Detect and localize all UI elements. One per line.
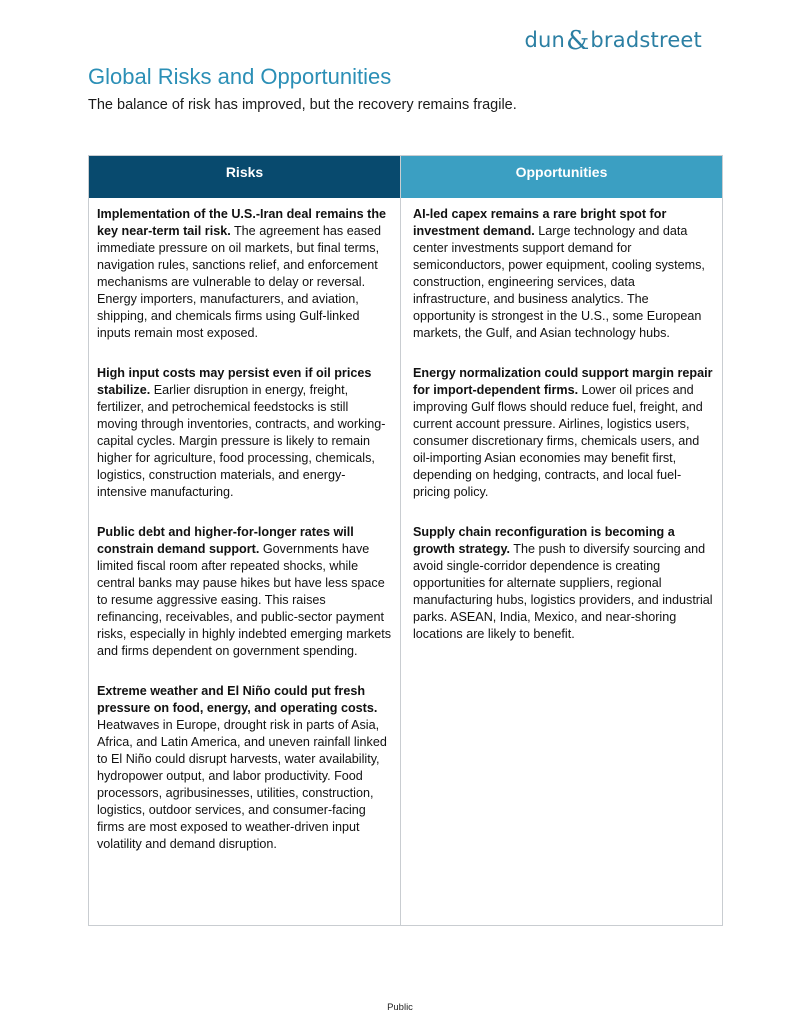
risk-item-body: Earlier disruption in energy, freight, fertilizer, and petrochemical feedstocks is still moving through inventories, contracts, and working-capital cycles. Margin pressure is likely to remain higher for agriculture, food processing, chemicals, logistics, construction materials, and energy-intensive manufacturing.: [97, 383, 386, 499]
risk-item: [97, 365, 391, 501]
risks-column-header: Risks: [89, 156, 400, 198]
opportunity-item: [413, 524, 713, 643]
opportunities-column-header: Opportunities: [400, 156, 722, 198]
opportunity-item-lead: Energy normalization could support margin repair for import-dependent firms.: [413, 366, 713, 397]
footer-classification: Public: [387, 1002, 413, 1013]
risk-item-body: Heatwaves in Europe, drought risk in parts of Asia, Africa, and Latin America, and uneven rainfall linked to El Niño could disrupt harvests, water availability, hydropower output, and labor productivity. Food processors, agribusinesses, utilities, construction, logistics, outdoor services, and consumer-facing firms are most exposed to weather-driven input volatility and demand disruption.: [97, 718, 387, 851]
opportunity-item-body: Large technology and data center investments support demand for semiconductors, power equipment, cooling systems, construction, engineering services, data infrastructure, and business analytics. The opportunity is strongest in the U.S., some European markets, the Gulf, and Asian technology hubs.: [413, 224, 705, 340]
risk-item-lead: Public debt and higher-for-longer rates will constrain demand support.: [97, 525, 354, 556]
risk-item: [97, 206, 391, 342]
risks-opportunities-table: [88, 155, 723, 926]
opportunity-item-lead: Supply chain reconfiguration is becoming a growth strategy.: [413, 525, 675, 556]
risk-item-lead: Implementation of the U.S.-Iran deal remains the key near-term tail risk.: [97, 207, 387, 238]
page-title: Global Risks and Opportunities: [88, 64, 392, 89]
opportunity-item: [413, 365, 713, 501]
logo-text-dun: dun: [524, 28, 566, 52]
risk-item: [97, 524, 391, 660]
logo-ampersand: &: [566, 26, 590, 56]
risk-item-body: Governments have limited fiscal room after repeated shocks, while central banks may pause hikes but have less space to resume aggressive easing. This raises refinancing, receivables, and public-sector payment risks, especially in highly indebted emerging markets and firms dependent on government spending.: [97, 542, 391, 658]
page-subtitle: The balance of risk has improved, but the recovery remains fragile.: [88, 97, 517, 113]
opportunity-item: [413, 206, 713, 342]
risk-item-lead: High input costs may persist even if oil prices stabilize.: [97, 366, 372, 397]
opportunity-item-body: The push to diversify sourcing and avoid single-corridor dependence is creating opportunities for alternate suppliers, regional manufacturing hubs, logistics providers, and industrial parks. ASEAN, India, Mexico, and near-shoring locations are likely to benefit.: [413, 542, 713, 641]
risk-item-lead: Extreme weather and El Niño could put fresh pressure on food, energy, and operating costs.: [97, 684, 378, 715]
opportunities-column: [400, 198, 722, 925]
risk-item-body: The agreement has eased immediate pressure on oil markets, but final terms, navigation rules, sanctions relief, and enforcement mechanisms are vulnerable to delay or reversal. Energy importers, manufacturers, and aviation, shipping, and chemicals firms using Gulf-linked inputs remain most exposed.: [97, 224, 382, 340]
company-logo: [525, 26, 703, 56]
risk-item: [97, 683, 391, 853]
logo-text-bradstreet: bradstreet: [590, 28, 702, 52]
opportunity-item-body: Lower oil prices and improving Gulf flows should reduce fuel, freight, and current account pressure. Airlines, logistics users, consumer discretionary firms, chemicals users, and oil-importing Asian economies may benefit first, depending on hedging, contracts, and local fuel-pricing policy.: [413, 383, 703, 499]
risks-column: [89, 198, 400, 925]
opportunity-item-lead: AI-led capex remains a rare bright spot for investment demand.: [413, 207, 667, 238]
